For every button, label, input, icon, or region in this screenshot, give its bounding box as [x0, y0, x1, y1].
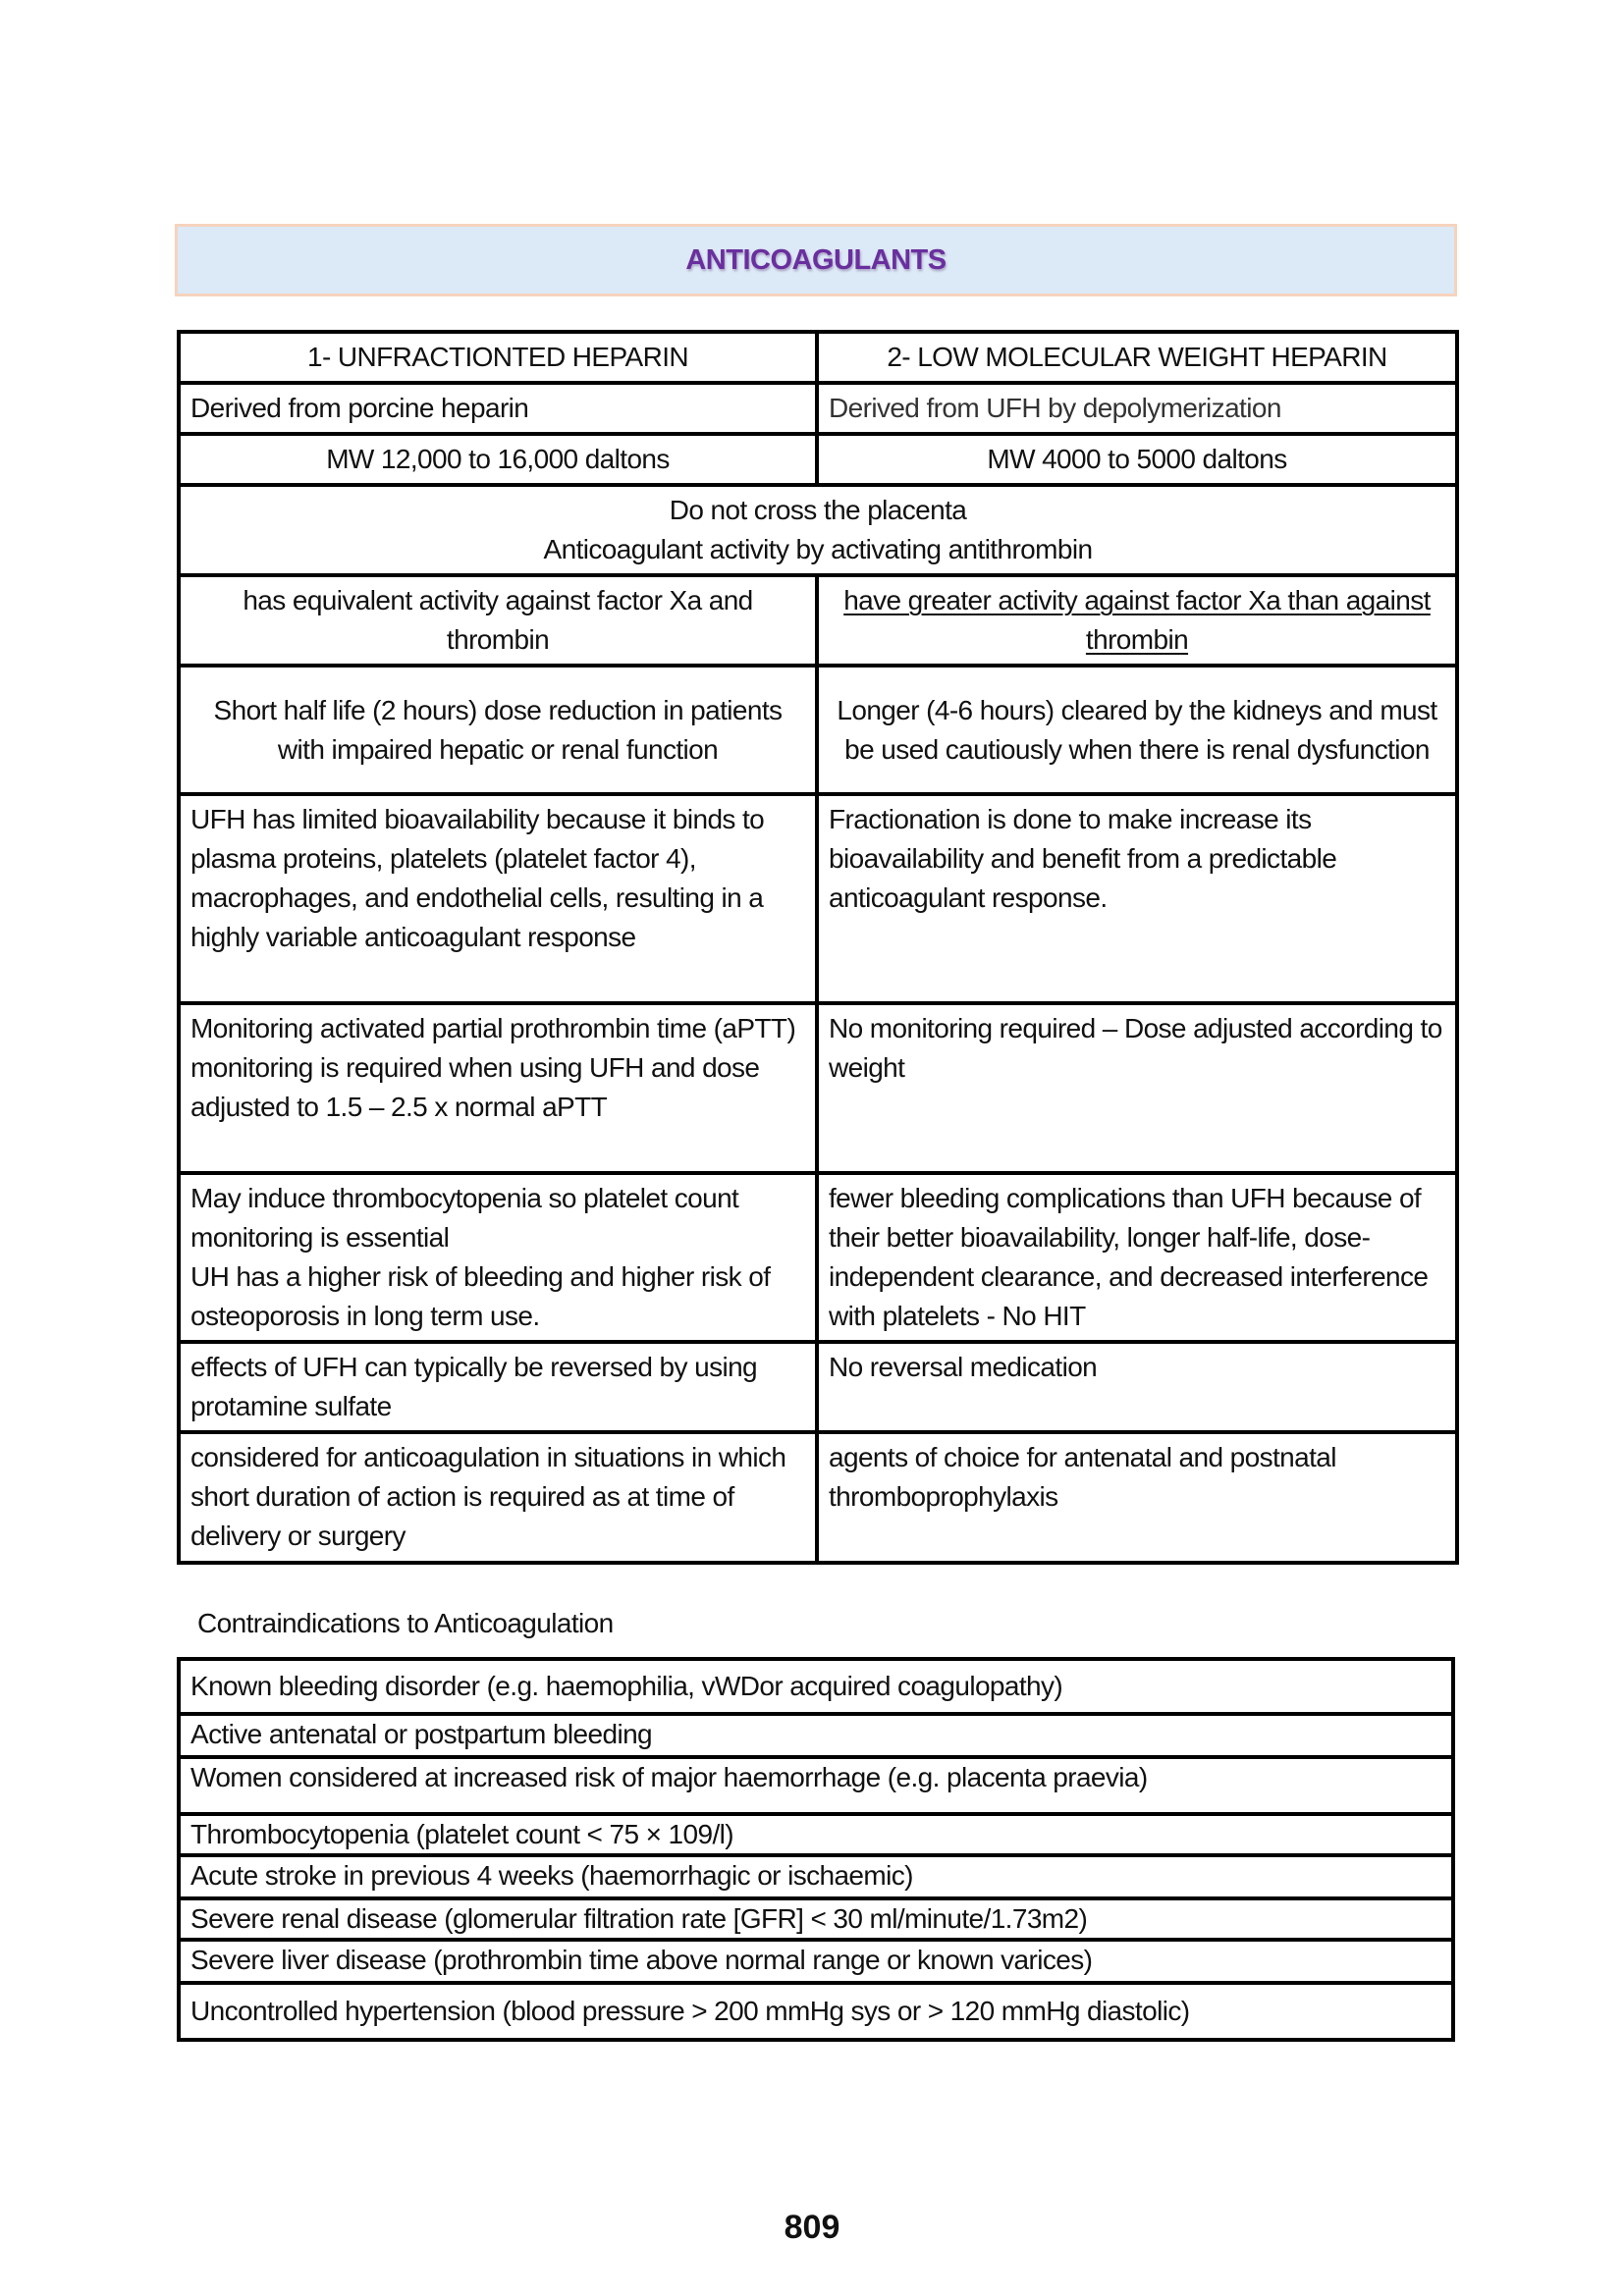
cell-lmwh-use: agents of choice for antenatal and postnatal thromboprophylaxis: [817, 1432, 1457, 1563]
shared-line-placenta: Do not cross the placenta: [669, 495, 967, 525]
title-banner: [175, 224, 1457, 296]
table-row: [179, 1003, 1457, 1173]
ufh-thrombocytopenia-text: May induce thrombocytopenia so platelet count monitoring is essential: [190, 1183, 739, 1253]
page-number: 809: [784, 2209, 840, 2246]
table-row: [179, 1757, 1453, 1814]
cell-lmwh-half-life: Longer (4-6 hours) cleared by the kidneys and must be used cautiously when there is renal dysfunction: [817, 666, 1457, 794]
cell-lmwh-bioavailability: Fractionation is done to make increase its bioavailability and benefit from a predictable anticoagulant response.: [817, 794, 1457, 1003]
table-row: [179, 1940, 1453, 1983]
table-row: [179, 1855, 1453, 1898]
shared-line-antithrombin: Anticoagulant activity by activating antithrombin: [543, 534, 1093, 564]
cell-lmwh-activity: [817, 575, 1457, 666]
table-row: [179, 794, 1457, 1003]
table-row: [179, 434, 1457, 485]
table-row: [179, 1714, 1453, 1757]
cell-shared-properties: [179, 485, 1457, 575]
cell-ufh-mw: MW 12,000 to 16,000 daltons: [179, 434, 817, 485]
cell-ufh-side-effects: [179, 1173, 817, 1342]
cell-ufh-use: considered for anticoagulation in situations in which short duration of action is required as at time of delivery or surgery: [179, 1432, 817, 1563]
ufh-bleeding-risk-text: UH has a higher risk of bleeding and higher risk of osteoporosis in long term use.: [190, 1261, 771, 1331]
cell-ufh-origin: Derived from porcine heparin: [179, 383, 817, 434]
cell-ufh-half-life: Short half life (2 hours) dose reduction in patients with impaired hepatic or renal function: [179, 666, 817, 794]
contraindication-item: Known bleeding disorder (e.g. haemophilia, vWDor acquired coagulopathy): [179, 1659, 1453, 1714]
table-row: [179, 1814, 1453, 1855]
table-row: [179, 383, 1457, 434]
cell-ufh-monitoring: Monitoring activated partial prothrombin time (aPTT) monitoring is required when using UFH and dose adjusted to 1.5 – 2.5 x normal aPTT: [179, 1003, 817, 1173]
cell-ufh-reversal: effects of UFH can typically be reversed by using protamine sulfate: [179, 1342, 817, 1432]
contraindication-item: Acute stroke in previous 4 weeks (haemorrhagic or ischaemic): [179, 1855, 1453, 1898]
contraindications-table: [177, 1657, 1455, 2042]
cell-lmwh-origin: Derived from UFH by depolymerization: [817, 383, 1457, 434]
table-row: [179, 1342, 1457, 1432]
table-row: [179, 666, 1457, 794]
contraindication-item: Uncontrolled hypertension (blood pressure > 200 mmHg sys or > 120 mmHg diastolic): [179, 1983, 1453, 2040]
contraindication-item: Severe liver disease (prothrombin time above normal range or known varices): [179, 1940, 1453, 1983]
table-row: [179, 575, 1457, 666]
cell-ufh-bioavailability: UFH has limited bioavailability because it binds to plasma proteins, platelets (platelet factor 4), macrophages, and endothelial cells, resulting in a highly variable anticoagulant response: [179, 794, 817, 1003]
table-row: [179, 1983, 1453, 2040]
table-row: [179, 1659, 1453, 1714]
table-row: [179, 1173, 1457, 1342]
contraindication-item: Thrombocytopenia (platelet count < 75 × 109/l): [179, 1814, 1453, 1855]
lmwh-activity-underlined: have greater activity against factor Xa than against thrombin: [843, 585, 1431, 655]
cell-lmwh-monitoring: No monitoring required – Dose adjusted according to weight: [817, 1003, 1457, 1173]
cell-lmwh-reversal: No reversal medication: [817, 1342, 1457, 1432]
contraindication-item: Active antenatal or postpartum bleeding: [179, 1714, 1453, 1757]
cell-ufh-activity: has equivalent activity against factor Xa and thrombin: [179, 575, 817, 666]
header-ufh: 1- UNFRACTIONTED HEPARIN: [179, 332, 817, 383]
contraindication-item: Severe renal disease (glomerular filtration rate [GFR] < 30 ml/minute/1.73m2): [179, 1898, 1453, 1940]
contraindications-heading: Contraindications to Anticoagulation: [197, 1608, 614, 1638]
table-row: [179, 1432, 1457, 1563]
table-row-shared: [179, 485, 1457, 575]
table-row: [179, 1898, 1453, 1940]
cell-lmwh-side-effects: fewer bleeding complications than UFH because of their better bioavailability, longer half-life, dose-independent clearance, and decreased interference with platelets - No HIT: [817, 1173, 1457, 1342]
cell-lmwh-mw: MW 4000 to 5000 daltons: [817, 434, 1457, 485]
contraindication-item: Women considered at increased risk of major haemorrhage (e.g. placenta praevia): [179, 1757, 1453, 1814]
page-title: ANTICOAGULANTS: [685, 243, 947, 276]
table-header-row: [179, 332, 1457, 383]
header-lmwh: 2- LOW MOLECULAR WEIGHT HEPARIN: [817, 332, 1457, 383]
heparin-comparison-table: [177, 330, 1459, 1565]
